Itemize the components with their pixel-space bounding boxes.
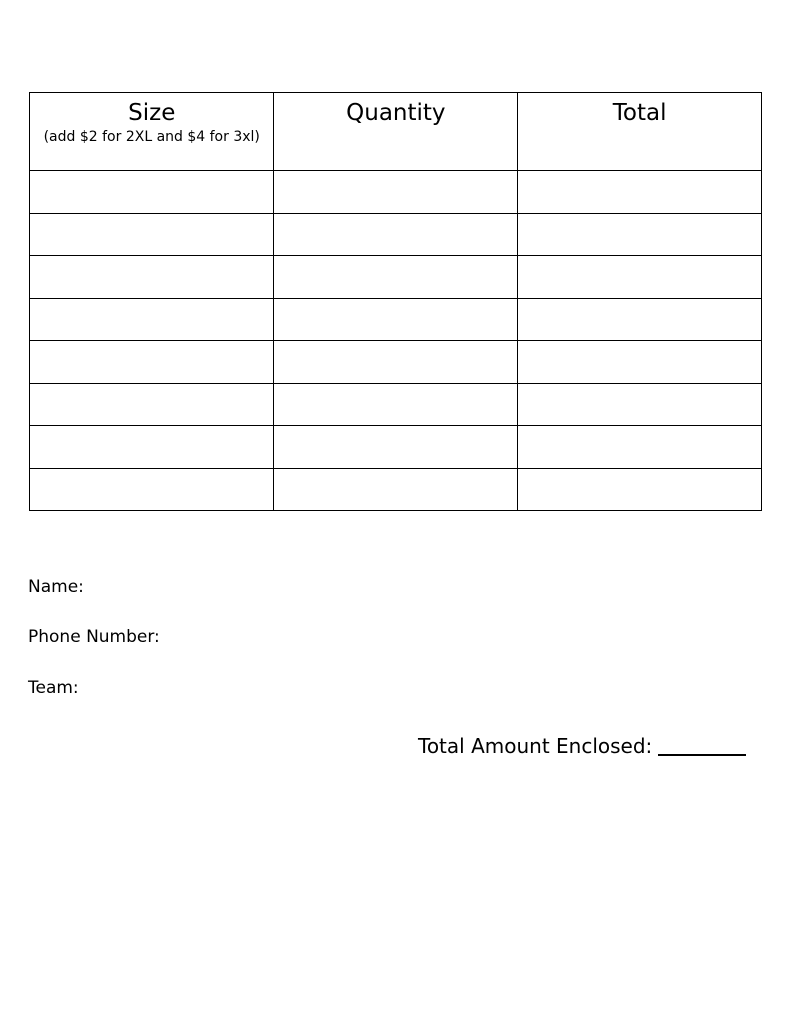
total-enclosed-label: Total Amount Enclosed: [418,734,653,758]
table-header-row [30,93,762,171]
size-cell[interactable] [30,341,274,384]
table-row [30,171,762,214]
total-enclosed [418,734,746,758]
team-field-label: Team: [28,678,79,698]
phone-field-label: Phone Number: [28,627,160,647]
quantity-cell[interactable] [274,341,518,384]
size-header-label: Size [128,100,176,126]
size-cell[interactable] [30,298,274,341]
total-cell[interactable] [518,383,762,426]
table-row [30,213,762,256]
order-table [29,92,762,511]
quantity-cell[interactable] [274,426,518,469]
total-cell[interactable] [518,426,762,469]
table-row [30,383,762,426]
total-cell[interactable] [518,468,762,511]
total-header-label: Total [612,100,667,126]
total-cell[interactable] [518,256,762,299]
total-cell[interactable] [518,213,762,256]
quantity-cell[interactable] [274,468,518,511]
quantity-cell[interactable] [274,213,518,256]
quantity-cell[interactable] [274,298,518,341]
table-row [30,298,762,341]
size-cell[interactable] [30,256,274,299]
quantity-cell[interactable] [274,171,518,214]
size-cell[interactable] [30,213,274,256]
quantity-cell[interactable] [274,383,518,426]
size-header [30,93,274,171]
table-row [30,256,762,299]
total-cell[interactable] [518,171,762,214]
table-row [30,468,762,511]
total-header [518,93,762,171]
total-cell[interactable] [518,341,762,384]
size-cell[interactable] [30,468,274,511]
quantity-cell[interactable] [274,256,518,299]
size-cell[interactable] [30,383,274,426]
total-cell[interactable] [518,298,762,341]
quantity-header-label: Quantity [346,100,446,126]
name-field-label: Name: [28,577,84,597]
table-row [30,341,762,384]
size-header-note: (add $2 for 2XL and $4 for 3xl) [43,129,260,145]
size-cell[interactable] [30,426,274,469]
total-enclosed-blank[interactable] [658,754,746,756]
table-row [30,426,762,469]
size-cell[interactable] [30,171,274,214]
quantity-header [274,93,518,171]
